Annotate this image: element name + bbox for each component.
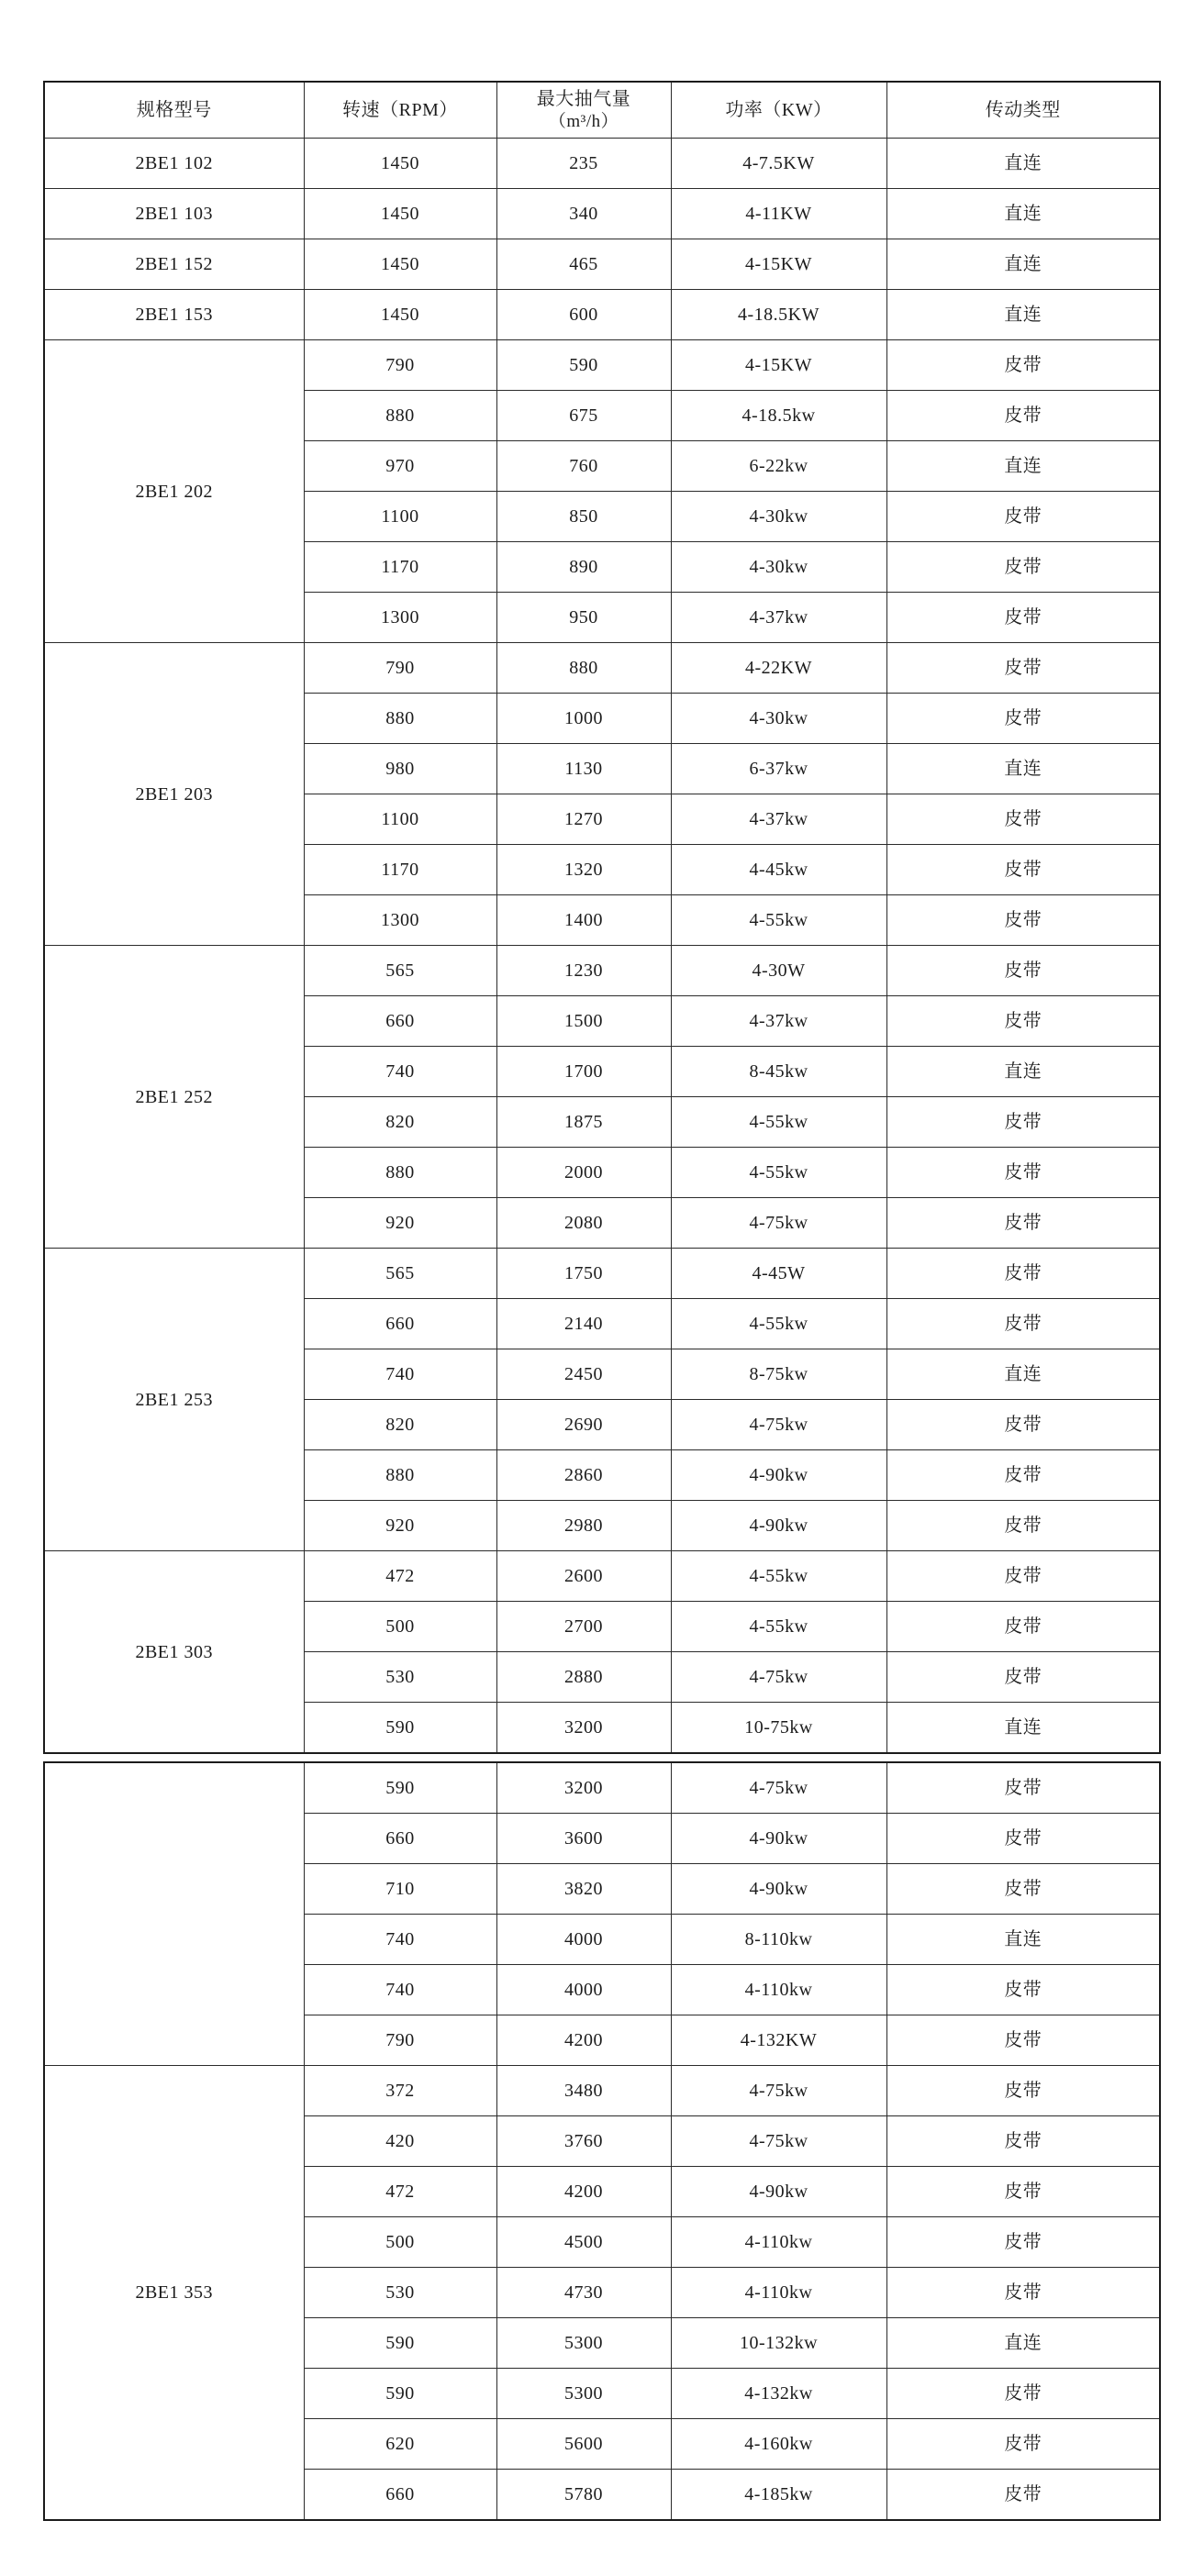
rpm-cell: 980 (304, 744, 496, 794)
transmission-cell: 直连 (886, 1349, 1160, 1400)
transmission-cell: 直连 (886, 744, 1160, 794)
rpm-cell: 790 (304, 340, 496, 391)
capacity-cell: 1320 (496, 845, 671, 895)
power-cell: 4-90kw (671, 2167, 886, 2217)
capacity-cell: 600 (496, 290, 671, 340)
transmission-cell: 直连 (886, 1915, 1160, 1965)
rpm-cell: 565 (304, 946, 496, 996)
transmission-cell: 皮带 (886, 1249, 1160, 1299)
power-cell: 4-15KW (671, 340, 886, 391)
rpm-cell: 1300 (304, 593, 496, 643)
model-cell (44, 1762, 304, 2066)
capacity-cell: 2860 (496, 1450, 671, 1501)
power-cell: 4-110kw (671, 2268, 886, 2318)
spec-row (44, 1249, 1160, 1299)
rpm-cell: 880 (304, 1148, 496, 1198)
transmission-cell: 皮带 (886, 643, 1160, 694)
rpm-cell: 500 (304, 2217, 496, 2268)
power-cell: 4-22KW (671, 643, 886, 694)
transmission-cell: 皮带 (886, 391, 1160, 441)
transmission-cell: 直连 (886, 290, 1160, 340)
transmission-cell: 皮带 (886, 1814, 1160, 1864)
power-cell: 4-90kw (671, 1450, 886, 1501)
power-cell: 4-15KW (671, 239, 886, 290)
capacity-cell: 1400 (496, 895, 671, 946)
power-cell: 4-55kw (671, 1551, 886, 1602)
capacity-cell: 2140 (496, 1299, 671, 1349)
power-cell: 4-37kw (671, 996, 886, 1047)
capacity-cell: 465 (496, 239, 671, 290)
rpm-cell: 660 (304, 1814, 496, 1864)
capacity-cell: 890 (496, 542, 671, 593)
capacity-cell: 950 (496, 593, 671, 643)
transmission-cell: 皮带 (886, 794, 1160, 845)
power-cell: 4-45kw (671, 845, 886, 895)
capacity-cell: 1270 (496, 794, 671, 845)
rpm-cell: 820 (304, 1097, 496, 1148)
rpm-cell: 372 (304, 2066, 496, 2116)
transmission-cell: 直连 (886, 239, 1160, 290)
capacity-cell: 3200 (496, 1703, 671, 1754)
rpm-cell: 920 (304, 1198, 496, 1249)
power-cell: 4-55kw (671, 1602, 886, 1652)
power-cell: 6-37kw (671, 744, 886, 794)
power-cell: 8-45kw (671, 1047, 886, 1097)
column-header-transmission (886, 82, 1160, 139)
table-body (44, 1762, 1160, 2520)
table-body (44, 139, 1160, 1754)
rpm-cell: 740 (304, 1349, 496, 1400)
power-cell: 4-75kw (671, 1652, 886, 1703)
transmission-cell: 皮带 (886, 1551, 1160, 1602)
model-cell: 2BE1 203 (44, 643, 304, 946)
power-cell: 4-30W (671, 946, 886, 996)
capacity-cell: 235 (496, 139, 671, 189)
rpm-cell: 1450 (304, 290, 496, 340)
model-cell: 2BE1 253 (44, 1249, 304, 1551)
capacity-cell: 2690 (496, 1400, 671, 1450)
transmission-cell: 皮带 (886, 1097, 1160, 1148)
transmission-cell: 皮带 (886, 1299, 1160, 1349)
transmission-cell: 皮带 (886, 895, 1160, 946)
power-cell: 4-75kw (671, 2116, 886, 2167)
capacity-cell: 2600 (496, 1551, 671, 1602)
power-cell: 4-18.5kw (671, 391, 886, 441)
rpm-cell: 1300 (304, 895, 496, 946)
rpm-cell: 565 (304, 1249, 496, 1299)
transmission-cell: 皮带 (886, 946, 1160, 996)
rpm-cell: 880 (304, 694, 496, 744)
transmission-cell: 皮带 (886, 2217, 1160, 2268)
capacity-cell: 1700 (496, 1047, 671, 1097)
rpm-cell: 880 (304, 1450, 496, 1501)
power-cell: 4-55kw (671, 895, 886, 946)
transmission-cell: 皮带 (886, 845, 1160, 895)
model-cell: 2BE1 103 (44, 189, 304, 239)
model-cell: 2BE1 153 (44, 290, 304, 340)
rpm-cell: 1100 (304, 794, 496, 845)
spec-row (44, 1551, 1160, 1602)
rpm-cell: 660 (304, 996, 496, 1047)
transmission-cell: 皮带 (886, 1450, 1160, 1501)
capacity-cell: 4200 (496, 2167, 671, 2217)
column-header-label: 功率（KW） (725, 100, 832, 120)
spec-row (44, 1762, 1160, 1814)
transmission-cell: 皮带 (886, 2167, 1160, 2217)
rpm-cell: 740 (304, 1915, 496, 1965)
model-cell: 2BE1 152 (44, 239, 304, 290)
power-cell: 8-110kw (671, 1915, 886, 1965)
transmission-cell: 皮带 (886, 2116, 1160, 2167)
capacity-cell: 2450 (496, 1349, 671, 1400)
power-cell: 4-55kw (671, 1097, 886, 1148)
rpm-cell: 1450 (304, 139, 496, 189)
rpm-cell: 590 (304, 2369, 496, 2419)
capacity-cell: 850 (496, 492, 671, 542)
transmission-cell: 皮带 (886, 1501, 1160, 1551)
pump-spec-table-main (43, 81, 1161, 1754)
spec-row (44, 946, 1160, 996)
spec-row (44, 239, 1160, 290)
column-header-label: 最大抽气量 (536, 88, 631, 109)
power-cell: 4-30kw (671, 542, 886, 593)
transmission-cell: 皮带 (886, 2369, 1160, 2419)
capacity-cell: 2980 (496, 1501, 671, 1551)
capacity-cell: 4000 (496, 1915, 671, 1965)
spec-row (44, 643, 1160, 694)
transmission-cell: 直连 (886, 441, 1160, 492)
transmission-cell: 皮带 (886, 1148, 1160, 1198)
rpm-cell: 590 (304, 1703, 496, 1754)
power-cell: 4-55kw (671, 1299, 886, 1349)
capacity-cell: 590 (496, 340, 671, 391)
transmission-cell: 皮带 (886, 996, 1160, 1047)
rpm-cell: 920 (304, 1501, 496, 1551)
power-cell: 4-11KW (671, 189, 886, 239)
power-cell: 4-132kw (671, 2369, 886, 2419)
transmission-cell: 皮带 (886, 492, 1160, 542)
rpm-cell: 1170 (304, 542, 496, 593)
capacity-cell: 3480 (496, 2066, 671, 2116)
capacity-cell: 1230 (496, 946, 671, 996)
power-cell: 4-75kw (671, 1762, 886, 1814)
capacity-cell: 5300 (496, 2318, 671, 2369)
header-row (44, 82, 1160, 139)
capacity-cell: 760 (496, 441, 671, 492)
power-cell: 4-18.5KW (671, 290, 886, 340)
transmission-cell: 皮带 (886, 2268, 1160, 2318)
power-cell: 4-45W (671, 1249, 886, 1299)
power-cell: 4-75kw (671, 2066, 886, 2116)
transmission-cell: 皮带 (886, 1198, 1160, 1249)
rpm-cell: 970 (304, 441, 496, 492)
model-cell: 2BE1 353 (44, 2066, 304, 2521)
capacity-cell: 1875 (496, 1097, 671, 1148)
transmission-cell: 直连 (886, 189, 1160, 239)
transmission-cell: 直连 (886, 2318, 1160, 2369)
power-cell: 10-75kw (671, 1703, 886, 1754)
capacity-cell: 1750 (496, 1249, 671, 1299)
power-cell: 4-37kw (671, 593, 886, 643)
power-cell: 4-185kw (671, 2470, 886, 2521)
power-cell: 4-30kw (671, 492, 886, 542)
power-cell: 10-132kw (671, 2318, 886, 2369)
transmission-cell: 直连 (886, 1047, 1160, 1097)
rpm-cell: 710 (304, 1864, 496, 1915)
power-cell: 4-90kw (671, 1814, 886, 1864)
rpm-cell: 620 (304, 2419, 496, 2470)
rpm-cell: 740 (304, 1047, 496, 1097)
transmission-cell: 皮带 (886, 2470, 1160, 2521)
capacity-cell: 675 (496, 391, 671, 441)
power-cell: 4-75kw (671, 1400, 886, 1450)
rpm-cell: 880 (304, 391, 496, 441)
capacity-cell: 2080 (496, 1198, 671, 1249)
capacity-cell: 4000 (496, 1965, 671, 2015)
rpm-cell: 660 (304, 2470, 496, 2521)
transmission-cell: 皮带 (886, 2419, 1160, 2470)
transmission-cell: 皮带 (886, 542, 1160, 593)
column-header-label: 传动类型 (985, 100, 1061, 120)
model-cell: 2BE1 102 (44, 139, 304, 189)
capacity-cell: 1000 (496, 694, 671, 744)
transmission-cell: 皮带 (886, 340, 1160, 391)
rpm-cell: 590 (304, 1762, 496, 1814)
rpm-cell: 472 (304, 1551, 496, 1602)
rpm-cell: 530 (304, 2268, 496, 2318)
transmission-cell: 直连 (886, 1703, 1160, 1754)
rpm-cell: 790 (304, 643, 496, 694)
spec-row (44, 189, 1160, 239)
capacity-cell: 4730 (496, 2268, 671, 2318)
transmission-cell: 皮带 (886, 1400, 1160, 1450)
model-cell: 2BE1 303 (44, 1551, 304, 1754)
table-header (44, 82, 1160, 139)
power-cell: 6-22kw (671, 441, 886, 492)
spec-row (44, 340, 1160, 391)
model-cell: 2BE1 252 (44, 946, 304, 1249)
rpm-cell: 790 (304, 2015, 496, 2066)
rpm-cell: 530 (304, 1652, 496, 1703)
rpm-cell: 420 (304, 2116, 496, 2167)
spec-row (44, 139, 1160, 189)
rpm-cell: 1100 (304, 492, 496, 542)
capacity-cell: 5300 (496, 2369, 671, 2419)
transmission-cell: 皮带 (886, 1762, 1160, 1814)
capacity-cell: 880 (496, 643, 671, 694)
capacity-cell: 2000 (496, 1148, 671, 1198)
capacity-cell: 3200 (496, 1762, 671, 1814)
power-cell: 4-90kw (671, 1501, 886, 1551)
capacity-cell: 340 (496, 189, 671, 239)
model-cell: 2BE1 202 (44, 340, 304, 643)
power-cell: 4-110kw (671, 2217, 886, 2268)
power-cell: 4-160kw (671, 2419, 886, 2470)
capacity-cell: 5600 (496, 2419, 671, 2470)
power-cell: 4-75kw (671, 1198, 886, 1249)
column-header-label: 转速（RPM） (342, 100, 458, 120)
transmission-cell: 皮带 (886, 1652, 1160, 1703)
column-header-rpm (304, 82, 496, 139)
rpm-cell: 820 (304, 1400, 496, 1450)
rpm-cell: 740 (304, 1965, 496, 2015)
power-cell: 4-110kw (671, 1965, 886, 2015)
capacity-cell: 1130 (496, 744, 671, 794)
rpm-cell: 500 (304, 1602, 496, 1652)
capacity-cell: 3820 (496, 1864, 671, 1915)
power-cell: 4-55kw (671, 1148, 886, 1198)
spec-row (44, 2066, 1160, 2116)
rpm-cell: 660 (304, 1299, 496, 1349)
transmission-cell: 皮带 (886, 1602, 1160, 1652)
capacity-cell: 3760 (496, 2116, 671, 2167)
transmission-cell: 皮带 (886, 1864, 1160, 1915)
rpm-cell: 590 (304, 2318, 496, 2369)
spec-row (44, 290, 1160, 340)
capacity-cell: 1500 (496, 996, 671, 1047)
transmission-cell: 皮带 (886, 2066, 1160, 2116)
transmission-cell: 直连 (886, 139, 1160, 189)
power-cell: 4-132KW (671, 2015, 886, 2066)
column-header-model (44, 82, 304, 139)
power-cell: 8-75kw (671, 1349, 886, 1400)
rpm-cell: 1450 (304, 239, 496, 290)
transmission-cell: 皮带 (886, 694, 1160, 744)
capacity-cell: 2700 (496, 1602, 671, 1652)
column-header-capacity (496, 82, 671, 139)
power-cell: 4-90kw (671, 1864, 886, 1915)
power-cell: 4-37kw (671, 794, 886, 845)
transmission-cell: 皮带 (886, 1965, 1160, 2015)
rpm-cell: 472 (304, 2167, 496, 2217)
capacity-cell: 2880 (496, 1652, 671, 1703)
pump-spec-table-continued (43, 1761, 1161, 2521)
power-cell: 4-7.5KW (671, 139, 886, 189)
capacity-cell: 5780 (496, 2470, 671, 2521)
capacity-cell: 4500 (496, 2217, 671, 2268)
power-cell: 4-30kw (671, 694, 886, 744)
rpm-cell: 1450 (304, 189, 496, 239)
column-header-power (671, 82, 886, 139)
column-header-sublabel: （m³/h） (548, 111, 619, 131)
capacity-cell: 4200 (496, 2015, 671, 2066)
transmission-cell: 皮带 (886, 2015, 1160, 2066)
rpm-cell: 1170 (304, 845, 496, 895)
column-header-label: 规格型号 (136, 100, 212, 120)
transmission-cell: 皮带 (886, 593, 1160, 643)
table-section-gap (43, 1754, 1161, 1761)
capacity-cell: 3600 (496, 1814, 671, 1864)
